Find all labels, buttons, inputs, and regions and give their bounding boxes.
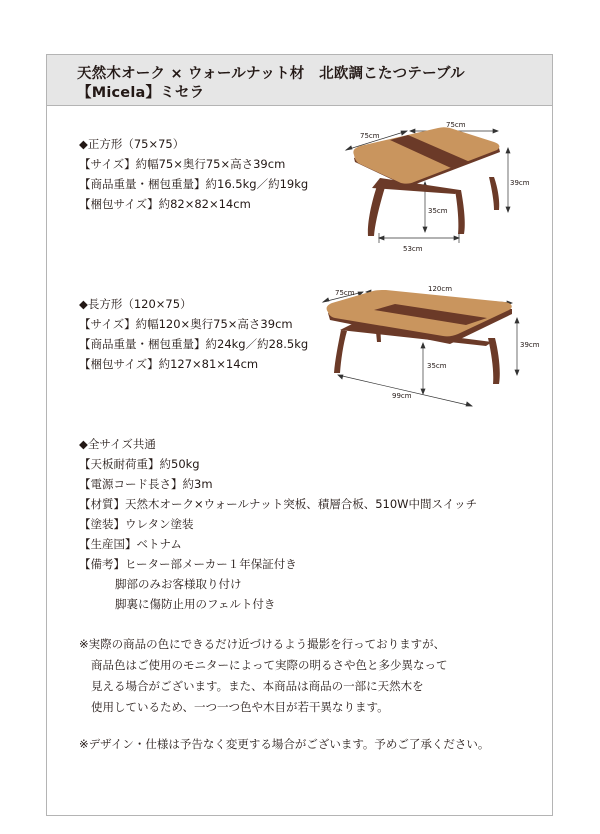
title-header [47,55,552,106]
rect-spec [79,294,308,374]
square-spec [79,134,308,214]
rect-size: 【サイズ】約幅120×奥行75×高さ39cm [79,317,293,331]
product-title: 天然木オーク × ウォールナット材 北欧調こたつテーブル [77,66,465,82]
common-load: 【天板耐荷重】約50kg [79,457,200,471]
note-line-2: 商品色はご使用のモニターによって実際の明るさや色と多少異なって [91,658,448,672]
common-remarks: 【備考】ヒーター部メーカー１年保証付き [79,557,297,571]
common-finish: 【塗装】ウレタン塗装 [79,517,194,531]
common-heading: ◆全サイズ共通 [79,437,156,451]
common-origin: 【生産国】ベトナム [79,537,182,551]
note-line-1: ※実際の商品の色にできるだけ近づけるよう撮影を行っておりますが、 [79,637,446,651]
rect-dim-depth: 75cm [335,289,355,297]
product-name: 【Micela】ミセラ [77,85,205,101]
square-dim-depth: 75cm [360,132,380,140]
common-remarks-assembly: 脚部のみお客様取り付け [115,577,242,591]
rect-dim-under: 35cm [427,362,447,370]
square-dim-height: 39cm [510,179,530,187]
rect-package: 【梱包サイズ】約127×81×14cm [79,357,259,371]
common-remarks-felt: 脚裏に傷防止用のフェルト付き [115,597,276,611]
rect-table-diagram [320,278,550,410]
rect-weight: 【商品重量・梱包重量】約24kg／約28.5kg [79,337,309,351]
note-line-3: 見える場合がございます。また、本商品は商品の一部に天然木を [91,679,424,693]
square-table-diagram [340,118,540,260]
square-dim-legspan: 53cm [403,245,423,253]
square-dim-under: 35cm [428,207,448,215]
note-line-4: 使用しているため、一つ一つ色や木目が若干異なります。 [91,700,389,714]
common-spec [79,434,477,614]
common-material: 【材質】天然木オーク×ウォールナット突板、積層合板、510W中間スイッチ [79,497,478,511]
rect-dim-height: 39cm [520,341,540,349]
rect-dim-width: 120cm [428,285,453,293]
square-size: 【サイズ】約幅75×奥行75×高さ39cm [79,157,286,171]
color-disclaimer [79,634,448,718]
common-cord: 【電源コード長さ】約3m [79,477,213,491]
spec-change-notice: ※デザイン・仕様は予告なく変更する場合がございます。予めご了承ください。 [79,737,490,751]
square-heading: ◆正方形（75×75） [79,137,185,151]
square-dim-width: 75cm [446,121,466,129]
rect-heading: ◆長方形（120×75） [79,297,192,311]
rect-dim-legspan: 99cm [392,392,412,400]
square-weight: 【商品重量・梱包重量】約16.5kg／約19kg [79,177,309,191]
square-package: 【梱包サイズ】約82×82×14cm [79,197,251,211]
